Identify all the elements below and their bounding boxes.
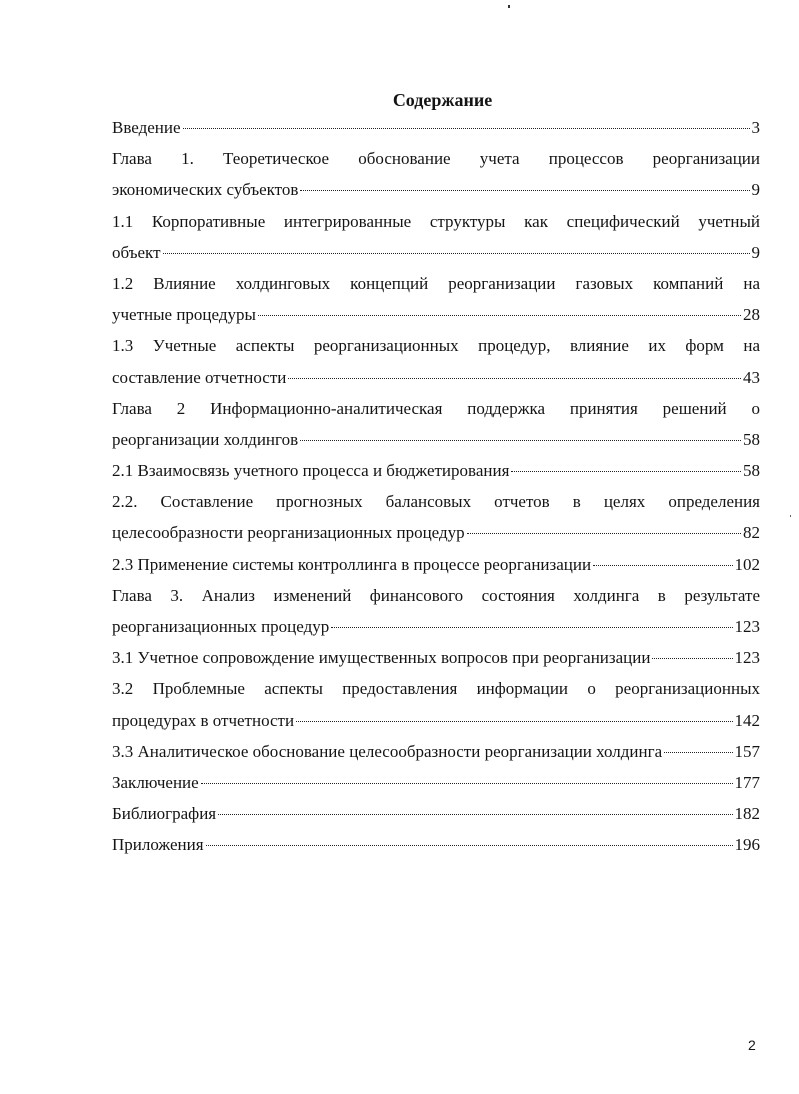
toc-entry [112, 393, 760, 455]
toc-entry [112, 206, 760, 268]
toc-entry [112, 642, 760, 673]
toc-page-number: 196 [734, 835, 760, 855]
dot-leader [183, 128, 750, 129]
toc-entry-text: Приложения [112, 835, 204, 855]
toc-entry-line [112, 112, 760, 143]
toc-page-number: 102 [734, 554, 760, 574]
toc-entry-text: 1.1 Корпоративные интегрированные структуры как специфический учетный [112, 211, 760, 231]
toc-entry-text: 2.2. Составление прогнозных балансовых отчетов в целях определения [112, 492, 760, 512]
toc-entry-line [112, 798, 760, 829]
toc-entry-text: объект [112, 242, 161, 262]
toc-entry-line [112, 362, 760, 393]
dot-leader [300, 190, 749, 191]
dot-leader [163, 253, 750, 254]
dot-leader [201, 783, 733, 784]
dot-leader [288, 378, 741, 379]
toc-entry-text: 1.3 Учетные аспекты реорганизационных процедур, влияние их форм на [112, 336, 760, 356]
toc-entry-line [112, 549, 760, 580]
toc-entry-text: 3.2 Проблемные аспекты предоставления информации о реорганизационных [112, 679, 760, 699]
toc-entry-line [112, 237, 760, 268]
dot-leader [652, 658, 732, 659]
toc-entry [112, 798, 760, 829]
dot-leader [300, 440, 741, 441]
toc-entry-text: 3.3 Аналитическое обоснование целесообразности реорганизации холдинга [112, 741, 663, 761]
toc-page-number: 82 [743, 523, 760, 543]
toc-page-number: 58 [743, 461, 760, 481]
toc-page-number: 9 [751, 242, 760, 262]
toc-page-number: 58 [743, 429, 760, 449]
toc-entry-line [112, 767, 760, 798]
toc-page-number: 157 [734, 741, 760, 761]
toc-entry-text: процедурах в отчетности [112, 710, 295, 730]
toc-page-number: 142 [734, 710, 760, 730]
dot-leader [511, 471, 741, 472]
toc-entry [112, 580, 760, 642]
toc-entry-text: составление отчетности [112, 367, 287, 387]
toc-entry [112, 268, 760, 330]
toc-entry-text: реорганизационных процедур [112, 617, 330, 636]
toc-entry-text: целесообразности реорганизационных процедур [112, 523, 465, 543]
toc-entry-text: реорганизации холдингов [112, 429, 299, 449]
toc-entry-text: 1.2 Влияние холдинговых концепций реорганизации газовых компаний на [112, 273, 760, 293]
toc-entry [112, 112, 760, 143]
toc-entry-text: учетные процедуры [112, 305, 256, 325]
dot-leader [296, 721, 732, 722]
toc-entry-text: экономических субъектов [112, 180, 299, 200]
scan-speck [790, 515, 791, 517]
toc-page-number: 123 [734, 648, 760, 668]
scan-speck [508, 5, 510, 8]
toc-entry [112, 829, 760, 860]
toc-entry-text: 2.3 Применение системы контроллинга в процессе реорганизации [112, 554, 592, 574]
toc-entry-text: Введение [112, 118, 181, 137]
toc-entry-line [112, 642, 760, 673]
toc-entry-text: 3.1 Учетное сопровождение имущественных вопросов при реорганизации [112, 648, 651, 668]
dot-leader [664, 752, 732, 753]
toc-entry [112, 455, 760, 486]
toc-entry-text: Библиография [112, 804, 217, 824]
toc-entry-line [112, 299, 760, 330]
toc-page-number: 43 [743, 367, 760, 387]
toc-entry-line [112, 611, 760, 642]
toc-entry [112, 673, 760, 735]
toc-entry [112, 767, 760, 798]
toc-entry-line [112, 517, 760, 548]
dot-leader [258, 315, 741, 316]
toc-entry-text: Глава 1. Теоретическое обоснование учета процессов реорганизации [112, 149, 760, 169]
toc-entry-line [112, 705, 760, 736]
toc-entry [112, 549, 760, 580]
dot-leader [467, 533, 741, 534]
dot-leader [206, 845, 733, 846]
toc-entry-line [112, 455, 760, 486]
toc-page-number: 177 [734, 772, 760, 792]
toc-entry-text: Глава 3. Анализ изменений финансового состояния холдинга в результате [112, 585, 760, 605]
toc-entry [112, 736, 760, 767]
dot-leader [593, 565, 732, 566]
toc-entry [112, 143, 760, 205]
toc-entry-line [112, 829, 760, 860]
toc-entry-text: 2.1 Взаимосвязь учетного процесса и бюджетирования [112, 461, 510, 481]
page-number: 2 [748, 1037, 756, 1053]
toc-entry-text: Заключение [112, 772, 199, 792]
toc-entry-text: Глава 2 Информационно-аналитическая поддержка принятия решений о [112, 398, 760, 418]
toc-entry-line [112, 736, 760, 767]
toc-page-number: 182 [734, 804, 760, 824]
toc-entry-line [112, 174, 760, 205]
toc-entry [112, 486, 760, 548]
toc-page-number: 9 [751, 180, 760, 200]
toc-entry [112, 330, 760, 392]
toc-page-number: 28 [743, 305, 760, 325]
table-of-contents [112, 112, 760, 861]
dot-leader [218, 814, 732, 815]
toc-page-number: 123 [734, 617, 760, 636]
toc-page-number: 3 [751, 118, 760, 137]
page-title: Содержание [392, 90, 493, 110]
toc-entry-line [112, 424, 760, 455]
dot-leader [331, 627, 732, 628]
